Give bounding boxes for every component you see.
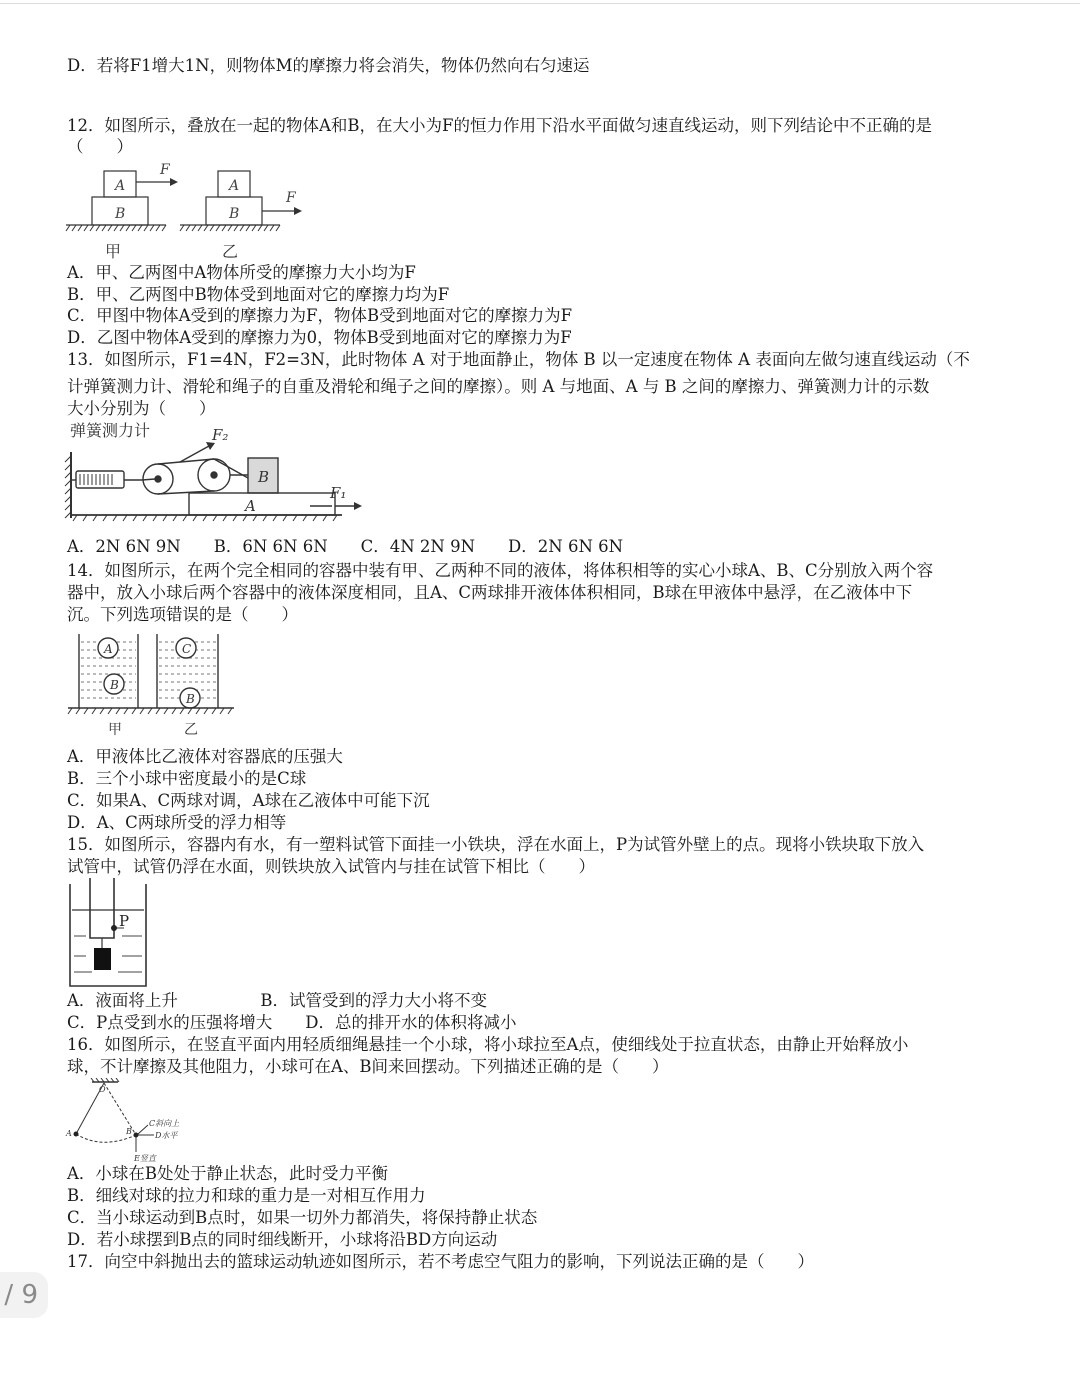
q14-stem-line3: 沉。下列选项错误的是（ ） — [67, 605, 298, 624]
q15-point-p — [111, 925, 117, 931]
q16-label-a: A — [66, 1129, 72, 1138]
q13-figure — [62, 418, 362, 526]
q16-figure — [62, 1078, 202, 1166]
q12-stem-line1: 12．如图所示，叠放在一起的物体A和B，在大小为F的恒力作用下沿水平面做匀速直线运动，则下列结论中不正确的是 — [67, 116, 932, 135]
q16-stem-line1: 16．如图所示，在竖直平面内用轻质细绳悬挂一个小球，将小球拉至A点，使细线处于拉直状态，由静止开始释放小 — [67, 1035, 909, 1054]
q12-caption-yi: 乙 — [222, 242, 239, 261]
q12-jia-label-a: A — [115, 178, 126, 194]
q16-option-c[interactable]: C．当小球运动到B点时，如果一切外力都消失，将保持静止状态 — [67, 1208, 538, 1227]
q13-block-a — [189, 493, 335, 515]
q15-options-row1[interactable]: A．液面将上升 B．试管受到的浮力大小将不变 — [67, 991, 488, 1010]
q14-option-d[interactable]: D．A、C两球所受的浮力相等 — [67, 813, 287, 832]
q12-option-b[interactable]: B．甲、乙两图中B物体受到地面对它的摩擦力均为F — [67, 285, 450, 304]
q16-label-o: O — [99, 1085, 106, 1094]
q17-stem-line1: 17．向空中斜抛出去的篮球运动轨迹如图所示，若不考虑空气阻力的影响，下列说法正确的是（ ） — [67, 1252, 814, 1271]
q13-stem-line3: 大小分别为（ ） — [67, 399, 216, 418]
q12-yi-label-a: A — [229, 178, 240, 194]
q12-figure — [62, 158, 322, 264]
q16-option-d[interactable]: D．若小球摆到B点的同时细线断开，小球将沿BD方向运动 — [67, 1230, 498, 1249]
q12-jia-label-f: F — [160, 162, 170, 178]
q16-option-a[interactable]: A．小球在B处处于静止状态，此时受力平衡 — [67, 1164, 389, 1183]
q12-yi-label-f: F — [286, 190, 296, 206]
q16-label-d: D水平 — [155, 1131, 178, 1140]
q13-stem-line2: 计弹簧测力计、滑轮和绳子的自重及滑轮和绳子之间的摩擦）。则 A 与地面、A 与 B 之间的摩擦力、弹簧测力计的示数 — [67, 377, 930, 396]
q16-stem-line2: 球，不计摩擦及其他阻力，小球可在A、B间来回摆动。下列描述正确的是（ ） — [67, 1057, 669, 1076]
q14-label-b-yi: B — [186, 692, 195, 706]
q14-label-b-jia: B — [110, 678, 119, 692]
q13-label-f2: F₂ — [212, 426, 229, 444]
q14-stem-line2: 器中，放入小球后两个容器中的液体深度相同，且A、C两球排开液体体积相同，B球在甲液体中悬浮，在乙液体中下 — [67, 583, 913, 602]
q12-stem-line2: （ ） — [67, 137, 133, 156]
q16-label-e: E竖直 — [134, 1154, 156, 1163]
q15-label-p: P — [119, 912, 130, 930]
q15-figure — [62, 876, 162, 990]
page-top-border — [0, 3, 1080, 4]
q15-iron-block — [94, 948, 111, 970]
q14-caption-yi: 乙 — [184, 722, 198, 738]
q14-option-c[interactable]: C．如果A、C两球对调，A球在乙液体中可能下沉 — [67, 791, 430, 810]
q15-stem-line1: 15．如图所示，容器内有水，有一塑料试管下面挂一小铁块，浮在水面上，P为试管外壁上的点。现将小铁块取下放入 — [67, 835, 925, 854]
q12-yi-label-b: B — [229, 206, 240, 222]
q14-stem-line1: 14．如图所示，在两个完全相同的容器中装有甲、乙两种不同的液体，将体积相等的实心小球A、B、C分别放入两个容 — [67, 561, 934, 580]
q16-ball-b — [134, 1133, 139, 1138]
q15-test-tube — [90, 878, 114, 938]
q14-caption-jia: 甲 — [108, 722, 122, 738]
q14-figure — [62, 628, 242, 742]
q16-label-b: B — [126, 1127, 132, 1136]
q16-ball-a — [74, 1132, 79, 1137]
q14-option-b[interactable]: B．三个小球中密度最小的是C球 — [67, 769, 307, 788]
q12-option-a[interactable]: A．甲、乙两图中A物体所受的摩擦力大小均为F — [67, 263, 416, 282]
q13-label-f1: F₁ — [330, 484, 347, 502]
q13-stem-line1: 13．如图所示，F1=4N，F2=3N，此时物体 A 对于地面静止，物体 B 以一定速度在物体 A 表面向左做匀速直线运动（不 — [67, 350, 970, 369]
q12-option-d[interactable]: D．乙图中物体A受到的摩擦力为0，物体B受到地面对它的摩擦力为F — [67, 328, 572, 347]
q16-label-c: C斜向上 — [149, 1119, 180, 1128]
q14-label-c: C — [182, 642, 192, 656]
q13-spring-scale-label: 弹簧测力计 — [70, 421, 151, 440]
q15-options-row2[interactable]: C．P点受到水的压强将增大 D．总的排开水的体积将减小 — [67, 1013, 517, 1032]
page-indicator[interactable]: / 9 — [0, 1272, 48, 1318]
q14-option-a[interactable]: A．甲液体比乙液体对容器底的压强大 — [67, 747, 343, 766]
q16-option-b[interactable]: B．细线对球的拉力和球的重力是一对相互作用力 — [67, 1186, 426, 1205]
q12-option-c[interactable]: C．甲图中物体A受到的摩擦力为F，物体B受到地面对它的摩擦力为F — [67, 306, 573, 325]
q13-options[interactable]: A．2N 6N 9N B．6N 6N 6N C．4N 2N 9N D．2N 6N 6N — [67, 537, 624, 556]
q12-jia-label-b: B — [115, 206, 126, 222]
q15-stem-line2: 试管中，试管仍浮在水面，则铁块放入试管内与挂在试管下相比（ ） — [67, 857, 595, 876]
q13-label-b: B — [258, 468, 270, 486]
q13-label-a: A — [245, 497, 256, 515]
q12-caption-jia: 甲 — [105, 242, 122, 261]
q11-option-d[interactable]: D．若将F1增大1N，则物体M的摩擦力将会消失，物体仍然向右匀速运 — [67, 56, 590, 75]
q14-label-a: A — [104, 642, 113, 656]
